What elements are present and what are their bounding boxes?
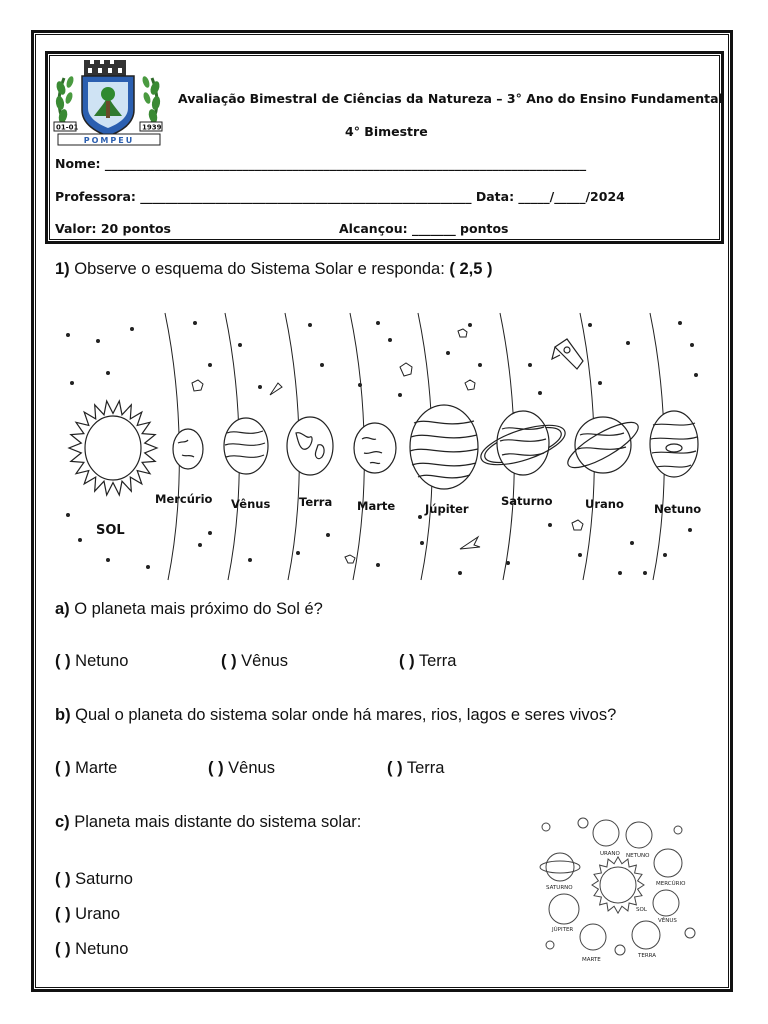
logo-year-left: 01-01: [56, 123, 79, 132]
small-label-saturn: SATURNO: [546, 885, 573, 891]
teacher-date-field: Professora: _____________________________________________________ Data: _____/_____/2024: [55, 189, 625, 204]
question-1-text: Observe o esquema do Sistema Solar e responda:: [74, 260, 445, 278]
small-mercury-icon: [654, 849, 682, 877]
saturn-icon: [477, 411, 570, 475]
planet-label-saturn: Saturno: [501, 494, 553, 508]
small-label-neptune: NETUNO: [626, 853, 650, 859]
score-field: Alcançou: _______ pontos: [339, 221, 509, 236]
qa-option-1[interactable]: [55, 652, 128, 671]
planet-label-jupiter: Júpiter: [425, 502, 469, 516]
qa-option-2[interactable]: [221, 652, 288, 671]
qb-option-3[interactable]: [387, 759, 444, 778]
mercury-icon: [173, 429, 203, 469]
question-b-letter: b): [55, 706, 71, 724]
qb-option-2[interactable]: [208, 759, 275, 778]
question-b-text: Qual o planeta do sistema solar onde há mares, rios, lagos e seres vivos?: [75, 706, 617, 724]
question-c-text: Planeta mais distante do sistema solar:: [74, 813, 362, 831]
qb-option-1[interactable]: [55, 759, 117, 778]
small-label-uranus: URANO: [600, 851, 620, 857]
checkbox-paren[interactable]: ( ): [55, 652, 71, 670]
mars-icon: [354, 423, 396, 473]
small-uranus-icon: [593, 820, 619, 846]
sun-label: SOL: [96, 523, 125, 538]
question-c-letter: c): [55, 813, 70, 831]
checkbox-paren[interactable]: ( ): [55, 905, 71, 923]
option-label: Terra: [418, 652, 457, 670]
crown-icon: [84, 60, 126, 76]
question-1-points: ( 2,5 ): [449, 260, 493, 278]
question-c: [55, 813, 361, 832]
small-label-mars: MARTE: [582, 957, 601, 963]
small-venus-icon: [653, 890, 679, 916]
laurel-right-icon: [141, 75, 161, 128]
jupiter-icon: [410, 405, 478, 489]
small-earth-icon: [632, 921, 660, 949]
small-label-jupiter: JÚPITER: [552, 927, 574, 933]
checkbox-paren[interactable]: ( ): [55, 870, 71, 888]
checkbox-paren[interactable]: ( ): [221, 652, 237, 670]
rocket-icon: [552, 339, 583, 369]
question-1-number: 1): [55, 260, 70, 278]
question-a-letter: a): [55, 600, 70, 618]
exam-title: Avaliação Bimestral de Ciências da Natureza – 3° Ano do Ensino Fundamental: [178, 91, 723, 106]
qc-option-3[interactable]: [55, 940, 128, 959]
shield-icon: [82, 76, 134, 136]
small-label-earth: TERRA: [638, 953, 657, 959]
solar-system-diagram: [60, 305, 710, 585]
qc-option-1[interactable]: [55, 870, 133, 889]
question-b: [55, 706, 616, 725]
laurel-left-icon: [55, 75, 75, 128]
neptune-icon: [650, 411, 698, 477]
option-label: Marte: [75, 759, 118, 777]
name-field: Nome: _____________________________________________________________________________: [55, 156, 587, 171]
small-solar-system-illustration: [538, 815, 702, 967]
option-label: Netuno: [75, 652, 129, 670]
logo-banner-text: POMPEU: [83, 136, 135, 145]
planet-label-venus: Vênus: [231, 497, 271, 511]
venus-icon: [224, 418, 268, 474]
bimester-label: 4° Bimestre: [345, 124, 428, 139]
small-sun-icon: [600, 867, 636, 903]
small-jupiter-icon: [549, 894, 579, 924]
planet-label-earth: Terra: [299, 495, 333, 509]
small-mars-icon: [580, 924, 606, 950]
option-label: Netuno: [75, 940, 129, 958]
question-a-text: O planeta mais próximo do Sol é?: [74, 600, 323, 618]
checkbox-paren[interactable]: ( ): [387, 759, 403, 777]
small-label-mercury: MERCÚRIO: [656, 881, 686, 887]
option-label: Vênus: [241, 652, 288, 670]
value-label: Valor: 20 pontos: [55, 221, 171, 236]
planet-label-uranus: Urano: [585, 497, 624, 511]
option-label: Vênus: [228, 759, 275, 777]
logo-year-right: 1939: [142, 123, 162, 132]
uranus-icon: [562, 415, 643, 476]
question-a: [55, 600, 323, 619]
option-label: Terra: [406, 759, 445, 777]
small-label-venus: VÊNUS: [658, 918, 677, 924]
small-label-sun: SOL: [636, 907, 647, 913]
small-saturn-icon: [546, 853, 574, 881]
checkbox-paren[interactable]: ( ): [55, 940, 71, 958]
option-label: Urano: [75, 905, 121, 923]
option-label: Saturno: [75, 870, 133, 888]
checkbox-paren[interactable]: ( ): [55, 759, 71, 777]
planet-label-neptune: Netuno: [654, 502, 702, 516]
planet-label-mercury: Mercúrio: [155, 492, 213, 506]
checkbox-paren[interactable]: ( ): [399, 652, 415, 670]
qa-option-3[interactable]: [399, 652, 456, 671]
coat-of-arms-logo: [52, 58, 166, 148]
planet-label-mars: Marte: [357, 499, 396, 513]
small-neptune-icon: [626, 822, 652, 848]
question-1: [55, 260, 493, 279]
checkbox-paren[interactable]: ( ): [208, 759, 224, 777]
earth-icon: [287, 417, 333, 475]
sun-icon: [69, 401, 157, 495]
qc-option-2[interactable]: [55, 905, 120, 924]
